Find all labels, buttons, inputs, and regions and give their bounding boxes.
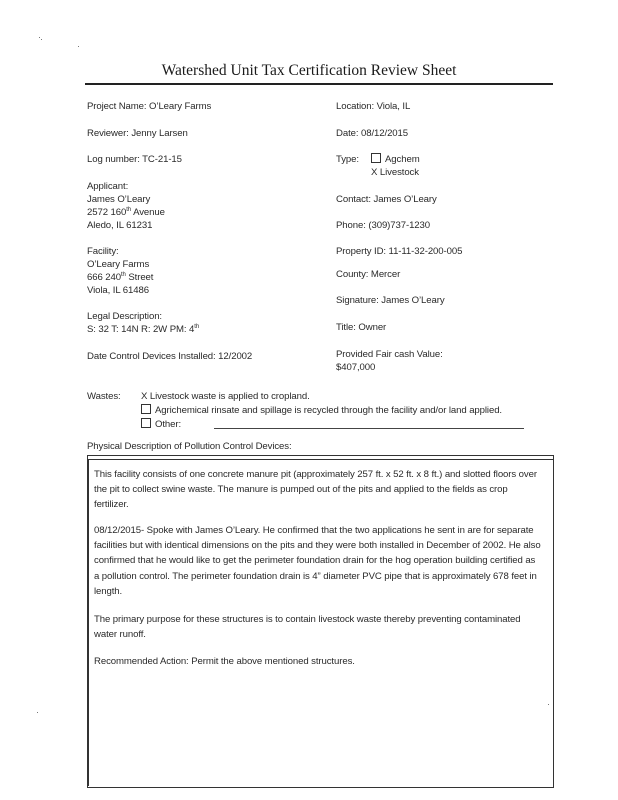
applicant-label: Applicant: xyxy=(87,181,129,192)
description-paragraph-3: The primary purpose for these structures is to contain livestock waste thereby preventing contaminated water runoff. xyxy=(94,614,521,641)
signature: Signature: James O’Leary xyxy=(336,295,445,306)
physical-heading: Physical Description of Pollution Control Devices: xyxy=(87,441,292,452)
agchem-checkbox[interactable] xyxy=(371,153,381,163)
applicant-city: Aledo, IL 61231 xyxy=(87,220,153,231)
type-livestock: X Livestock xyxy=(371,167,419,178)
applicant-name: James O’Leary xyxy=(87,194,151,205)
legal-description-label: Legal Description: xyxy=(87,311,162,322)
wastes-other: Other: xyxy=(141,418,181,430)
agrichemical-checkbox[interactable] xyxy=(141,404,151,414)
title-rule xyxy=(85,83,553,85)
wastes-agrichemical: Agrichemical rinsate and spillage is recycled through the facility and/or land applied. xyxy=(141,404,502,416)
fair-cash-value: $407,000 xyxy=(336,362,376,373)
project-name: Project Name: O’Leary Farms xyxy=(87,101,212,112)
facility-name: O’Leary Farms xyxy=(87,259,150,270)
wastes-label: Wastes: xyxy=(87,391,121,402)
facility-city: Viola, IL 61486 xyxy=(87,285,149,296)
other-underline xyxy=(214,428,524,429)
description-paragraph-1: This facility consists of one concrete manure pit (approximately 257 ft. x 52 ft. x 8 ft.) and slotted floors over the pit to collect swine waste. The manure is pumped out of the pits and applied to the fields as crop fertilizer. xyxy=(94,469,537,511)
location: Location: Viola, IL xyxy=(336,101,411,112)
fair-cash-label: Provided Fair cash Value: xyxy=(336,349,443,360)
county: County: Mercer xyxy=(336,269,401,280)
wastes-livestock: X Livestock waste is applied to cropland. xyxy=(141,391,310,402)
recommended-action: Recommended Action: Permit the above mentioned structures. xyxy=(94,656,355,667)
scan-speck xyxy=(41,39,42,40)
log-number: Log number: TC-21-15 xyxy=(87,154,182,165)
property-id: Property ID: 11-11-32-200-005 xyxy=(336,246,463,257)
phone: Phone: (309)737-1230 xyxy=(336,220,431,231)
other-checkbox[interactable] xyxy=(141,418,151,428)
scan-speck xyxy=(78,46,79,47)
date: Date: 08/12/2015 xyxy=(336,128,409,139)
type-label: Type: xyxy=(336,154,359,165)
title-field: Title: Owner xyxy=(336,322,387,333)
applicant-street: 2572 160th Avenue xyxy=(87,207,165,218)
document-title: Watershed Unit Tax Certification Review Sheet xyxy=(161,62,457,79)
legal-description-value: S: 32 T: 14N R: 2W PM: 4th xyxy=(87,324,200,335)
facility-street: 666 240th Street xyxy=(87,272,154,283)
contact: Contact: James O’Leary xyxy=(336,194,437,205)
reviewer: Reviewer: Jenny Larsen xyxy=(87,128,188,139)
scan-speck xyxy=(39,37,40,38)
description-paragraph-2: 08/12/2015- Spoke with James O’Leary. He confirmed that the two applications he sent in are for separate facilities but with identical dimensions on the pits and they were both installed in December of 2002. He also confirmed that he would like to get the perimeter foundation drain for the hog operation building certified as a pollution control. The perimeter foundation drain is 4” diameter PVC pipe that is approximately 678 feet in length. xyxy=(94,525,541,597)
scan-speck xyxy=(37,712,38,713)
facility-label: Facility: xyxy=(87,246,119,257)
type-agchem: Agchem xyxy=(371,153,420,165)
date-installed: Date Control Devices Installed: 12/2002 xyxy=(87,351,253,362)
